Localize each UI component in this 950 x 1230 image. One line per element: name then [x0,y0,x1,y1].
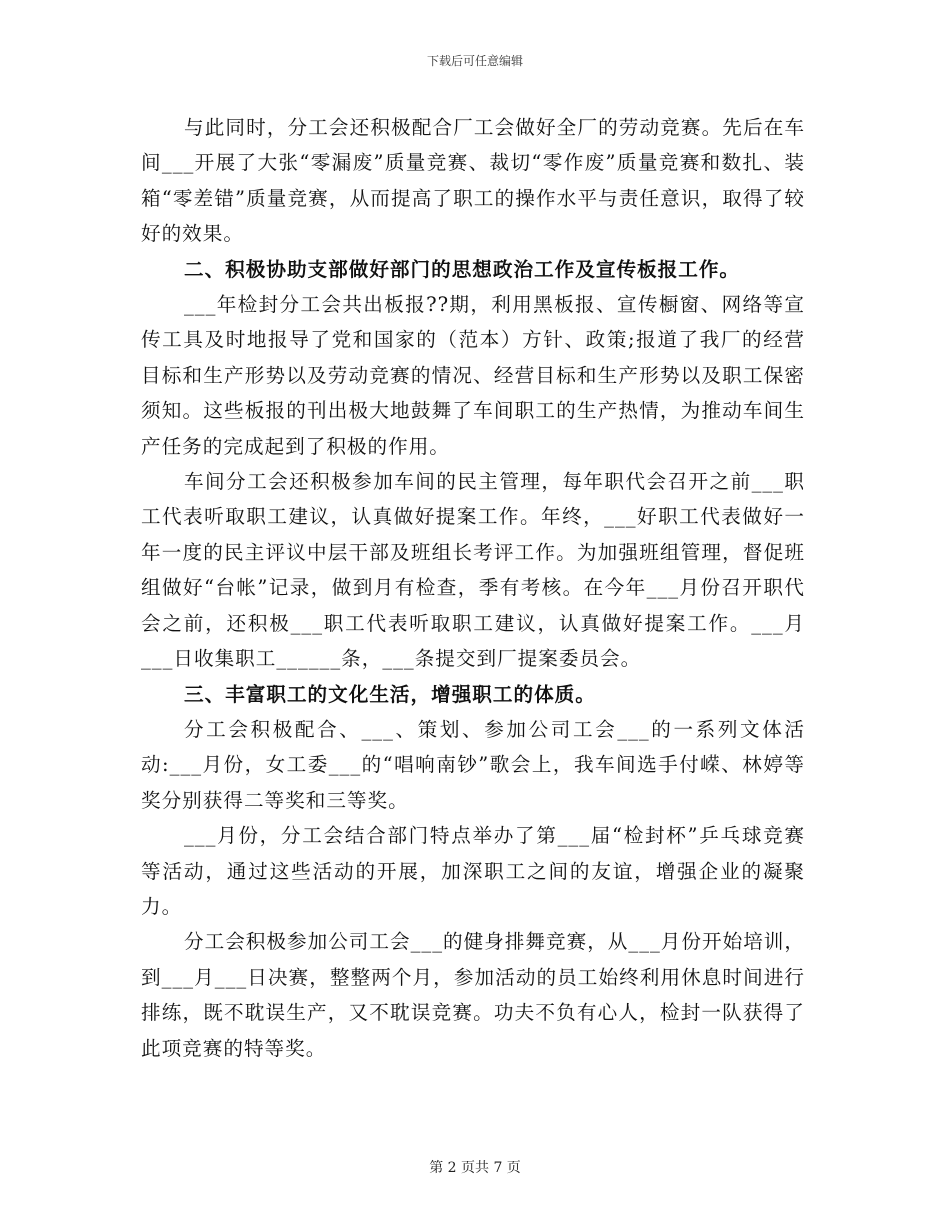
paragraph-blackboard: ___年检封分工会共出板报??期，利用黑板报、宣传橱窗、网络等宣传工具及时地报导了党和国家的（范本）方针、政策;报道了我厂的经营目标和生产形势以及劳动竞赛的情况、经营目标和生产形势以及职工保密须知。这些板报的刊出极大地鼓舞了车间职工的生产热情，为推动车间生产任务的完成起到了积极的作用。 [141,293,805,458]
paragraph-culture-activities: 分工会积极配合、___、策划、参加公司工会___的一系列文体活动:___月份，女工委___的“唱响南钞”歌会上，我车间选手付嵘、林婷等奖分别获得二等奖和三等奖。 [141,717,805,812]
paragraph-table-tennis: ___月份，分工会结合部门特点举办了第___届“检封杯”乒乓球竞赛等活动，通过这些活动的开展，加深职工之间的友谊，增强企业的凝聚力。 [141,824,805,918]
paragraph-competition: 与此同时，分工会还积极配合厂工会做好全厂的劳动竞赛。先后在车间___开展了大张“零漏废”质量竞赛、裁切“零作废”质量竞赛和数扎、装箱“零差错”质量竞赛，从而提高了职工的操作水平与责任意识，取得了较好的效果。 [141,116,805,246]
section-heading-2: 二、积极协助支部做好部门的思想政治工作及宣传板报工作。 [184,257,741,281]
document-body [141,110,805,1066]
page-footer: 第 2 页共 7 页 [429,1160,521,1176]
paragraph-dance-competition: 分工会积极参加公司工会___的健身排舞竞赛，从___月份开始培训，到___月___日决赛，整整两个月，参加活动的员工始终利用休息时间进行排练，既不耽误生产，又不耽误竞赛。功夫不负有心人，检封一队获得了此项竞赛的特等奖。 [141,930,805,1060]
section-heading-3: 三、丰富职工的文化生活，增强职工的体质。 [184,682,596,706]
paragraph-democratic-management: 车间分工会还积极参加车间的民主管理，每年职代会召开之前___职工代表听取职工建议，认真做好提案工作。年终，___好职工代表做好一年一度的民主评议中层干部及班组长考评工作。为加强班组管理，督促班组做好“台帐”记录，做到月有检查，季有考核。在今年___月份召开职代会之前，还积极___职工代表听取职工建议，认真做好提案工作。___月___日收集职工______条，___条提交到厂提案委员会。 [141,470,805,671]
page-header: 下载后可任意编辑 [426,54,523,68]
